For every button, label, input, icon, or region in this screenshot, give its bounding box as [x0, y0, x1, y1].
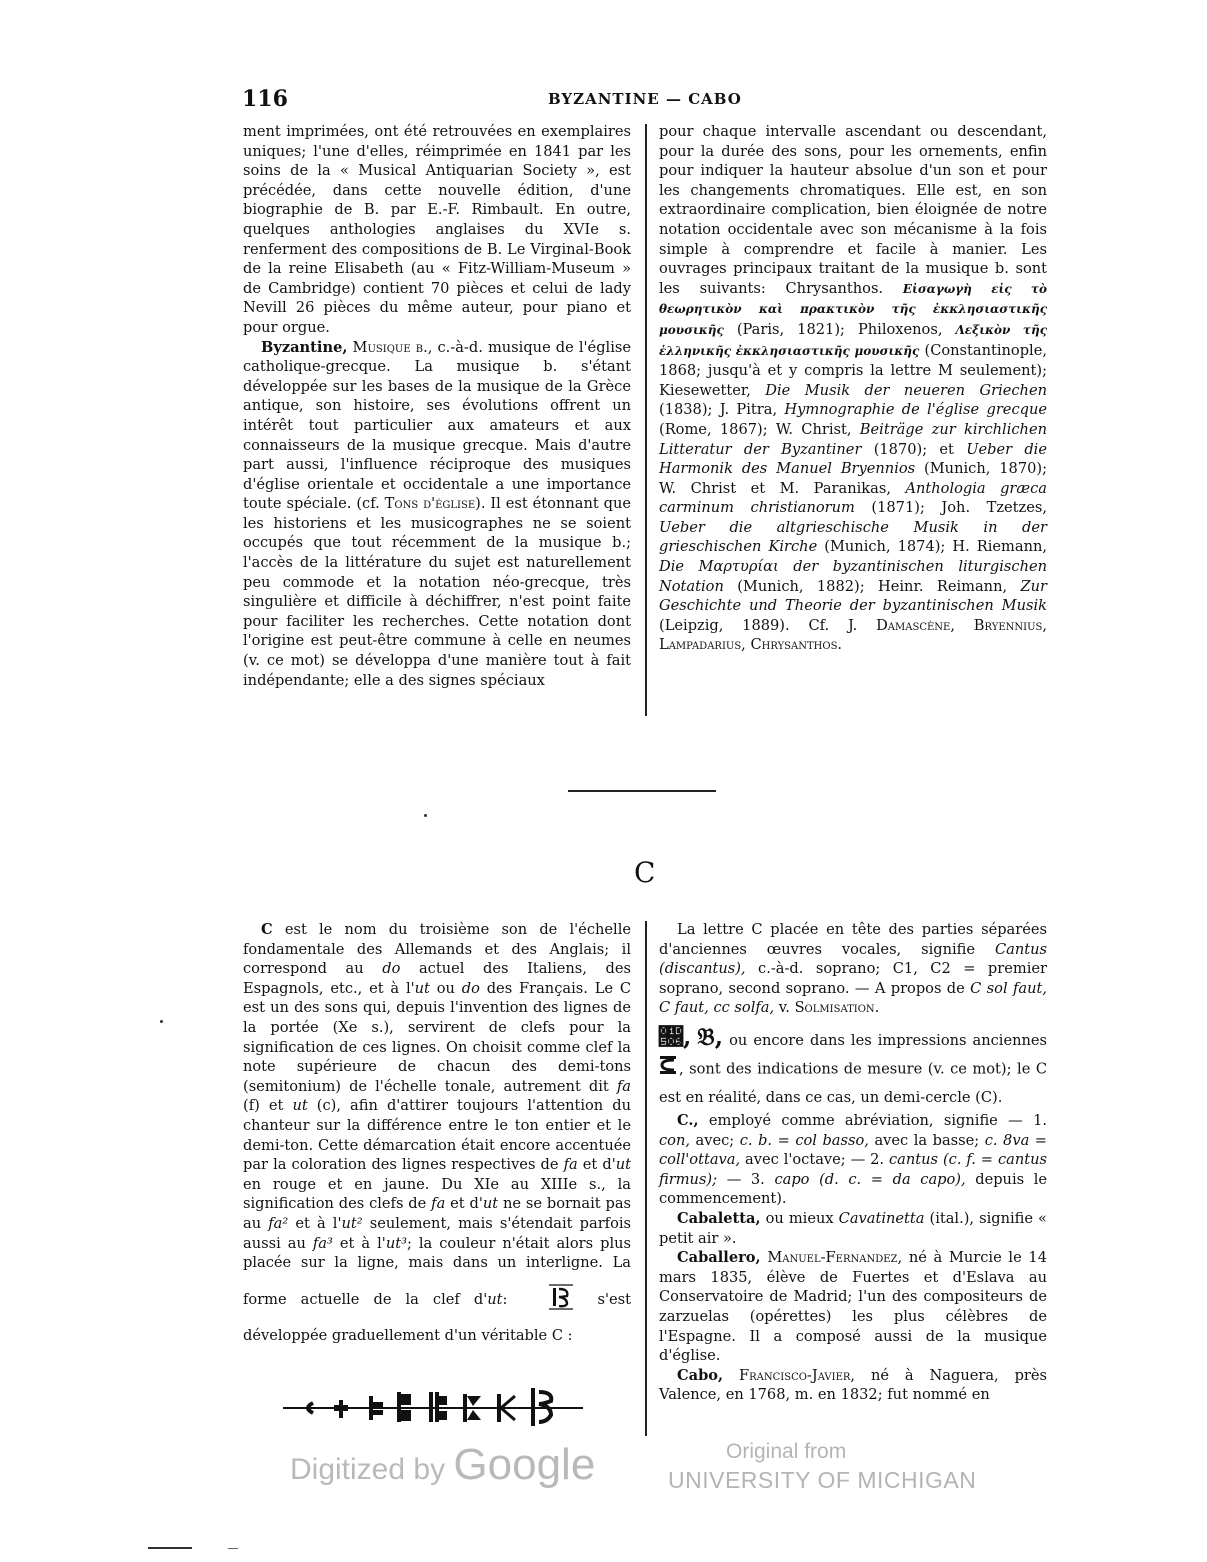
text: (1838); J. Pitra,: [659, 401, 778, 419]
cabaletta-entry: [659, 1209, 1047, 1248]
clef-evolution-figure: [283, 1384, 583, 1430]
c-entry: [243, 920, 631, 1346]
cross-refs: J. Damascène, Bryennius, Lampadarius, Chrysanthos.: [659, 616, 1048, 654]
entry-headword: Cabaletta,: [677, 1209, 761, 1227]
text: avec;: [695, 1131, 735, 1149]
speck: [424, 814, 427, 817]
entry-headword: Byzantine,: [261, 338, 348, 356]
watermark-text: Digitized by: [290, 1453, 446, 1486]
note-name: ut: [615, 1156, 632, 1174]
text: ne se bornait pas au: [243, 1195, 632, 1232]
book-title: Anthologia græca carminum christianorum: [659, 479, 1047, 517]
text: actuel des Italiens, des Espagnols, etc., et à l': [243, 960, 632, 997]
cross-ref: Solmisation.: [794, 999, 880, 1017]
text: est le nom du troisième son de l'échelle fondamentale des Allemands et des Anglais; il correspond au: [243, 921, 631, 978]
section-letter: C: [634, 856, 656, 889]
book-title: Zur Geschichte und Theorie der byzantinischen Musik: [659, 577, 1047, 615]
text: ou: [436, 979, 455, 997]
note-name: ut: [482, 1195, 499, 1213]
text: né à Murcie le 14 mars 1835, élève de Fuertes et d'Eslava au Conservatoire de Madrid; l'un des compositeurs de zarzuelas (opérettes) les plus célèbres de l'Espagne. Il a composé aussi de la musique d'église.: [659, 1249, 1048, 1365]
text: avec l'octave; — 2.: [745, 1151, 885, 1169]
book-title: Die Musik der neueren Griechen: [765, 381, 1047, 399]
text: avec la basse;: [874, 1131, 980, 1149]
text: :: [502, 1290, 508, 1308]
note-name: fa³: [312, 1234, 333, 1252]
text: (ital.), signifie « petit air ».: [659, 1209, 1047, 1247]
entry-subhead: Francisco-Javier,: [739, 1366, 856, 1384]
text: c.-à-d. soprano; C1, C2 = premier soprano, second soprano. — A propos de: [659, 960, 1048, 997]
greek-title: Λεξικὸν τῆς ἑλληνικῆς ἐκκλησιαστικῆς μουσικῆς: [659, 322, 1048, 358]
cross-ref: Tons d'église: [384, 495, 476, 513]
university-watermark: UNIVERSITY OF MICHIGAN: [668, 1467, 977, 1493]
entry-subhead: Manuel-Fernandez,: [767, 1249, 903, 1267]
speck: [160, 1020, 163, 1023]
note-name: ut: [292, 1097, 308, 1115]
term: Cavatinetta: [838, 1209, 925, 1227]
note-name: fa: [616, 1077, 631, 1095]
c-letter-paragraph: [659, 920, 1047, 1018]
note-name: fa: [431, 1195, 446, 1213]
abbreviation-entry: [659, 1111, 1047, 1209]
text: (c), afin d'attirer toujours l'attention du chanteur sur la différence entre le ton entier et le demi-ton. Cette démarcation était encore accentuée par la coloration des lignes respectives de: [243, 1097, 632, 1174]
term: cantus (c. f. = cantus firmus);: [659, 1151, 1047, 1188]
text: — 3.: [726, 1170, 765, 1188]
text: et à l': [339, 1234, 386, 1252]
column-4: [659, 920, 1047, 1405]
caballero-entry: [659, 1248, 1047, 1366]
note-name: ut: [487, 1290, 503, 1308]
greek-title: Εἰσαγωγὴ εἰς τὸ θεωρητικὸν καὶ πρακτικὸν τῆς ἐκκλησιαστικῆς μουσικῆς: [659, 281, 1048, 337]
text: et à l': [295, 1214, 342, 1232]
note-name: ut³: [385, 1234, 407, 1252]
text: (Munich, 1874); H. Riemann,: [824, 538, 1048, 556]
text: né à Naguera, près Valence, en 1768, m. en 1832; fut nommé en: [659, 1366, 1048, 1404]
byzantine-entry: [243, 338, 631, 691]
book-title: Hymnographie de l'église grecque: [784, 401, 1047, 419]
term: C sol faut, C faut, cc solfa,: [659, 979, 1047, 1017]
column-divider: [645, 124, 647, 716]
byzantine-continued: [659, 122, 1047, 655]
section-rule: [568, 790, 716, 792]
text: ; la couleur n'était alors plus placée sur la ligne, mais dans un interligne. La forme actuelle de la clef d': [243, 1234, 632, 1308]
text: pour chaque intervalle ascendant ou descendant, pour la durée des sons, pour les ornements, enfin pour indiquer la hauteur absolue d'un son et pour les changements chromatiques. Elle est, en son extraordinaire complication, bien éloignée de notre notation occidentale avec son mécanisme à la fois simple à comprendre et facile à manier. Les ouvrages principaux traitant de la musique b. sont les suivants: Chrysanthos.: [659, 123, 1047, 297]
page-number: 116: [242, 86, 288, 112]
google-logo-text: Google: [453, 1440, 596, 1489]
note-name: fa²: [268, 1214, 289, 1232]
text: employé comme abréviation, signifie — 1.: [708, 1111, 1047, 1129]
text: (f) et: [243, 1097, 284, 1115]
column-1: [243, 122, 631, 690]
text: La lettre C placée en tête des parties séparées d'anciennes œuvres vocales, signifie: [659, 921, 1047, 958]
running-head: BYZANTINE — CABO: [548, 90, 742, 108]
mensural-c-cut-icon: 𝔅,: [697, 1021, 724, 1051]
text: seulement, mais s'étendait parfois aussi au: [243, 1214, 632, 1252]
book-title: Beiträge zur kirchlichen Litteratur der Byzantiner: [659, 420, 1047, 458]
text: (1871); Joh. Tzetzes,: [871, 499, 1048, 517]
text: v.: [778, 999, 790, 1017]
text: (Paris, 1821); Philoxenos,: [736, 320, 943, 338]
text: ou encore dans les impressions anciennes: [729, 1031, 1048, 1049]
ut-clef-icon: [531, 1279, 573, 1321]
mensural-signs-paragraph: [659, 1021, 1048, 1111]
text: et d': [582, 1156, 616, 1174]
text: (Munich, 1870); W. Christ et M. Paranikas,: [659, 460, 1047, 497]
entry-headword: C: [261, 921, 273, 938]
book-title: Die Μαρτυρίαι der byzantinischen liturgischen Notation: [659, 558, 1047, 595]
text: s'est développée graduellement d'un véritable C :: [243, 1290, 632, 1345]
text: en rouge et en jaune. Du XIe au XIIIe s., la signification des clefs de: [243, 1175, 631, 1213]
footer-mark: [228, 1548, 238, 1549]
text: ou mieux: [765, 1209, 834, 1227]
text: (1870); et: [873, 440, 954, 458]
note-name: do: [382, 960, 401, 978]
entry-text: c.-à-d. musique de l'église catholique-grecque. La musique b. s'étant développée sur les bases de la musique de la Grèce antique, son histoire, ses évolutions offrent un intérêt tout particulier aux amateurs et aux connaisseurs de la musique grecque. Mais d'autre part aussi, l'influence réciproque des musiques d'église orientale et occidentale a une importance toute spéciale. (cf.: [243, 338, 632, 513]
term: c. 8va = coll'ottava,: [659, 1131, 1048, 1169]
mensural-box-icon: [659, 1054, 679, 1085]
column-divider: [645, 921, 647, 1436]
entry-headword: Caballero,: [677, 1249, 761, 1267]
book-title: Ueber die Harmonik des Manuel Bryennios: [659, 440, 1047, 478]
column-3: [243, 920, 631, 1346]
entry-headword: Cabo,: [677, 1366, 724, 1384]
digitized-watermark: [290, 1440, 595, 1490]
note-name: ut²: [341, 1214, 363, 1232]
note-name: ut: [414, 979, 430, 997]
text: depuis le commencement).: [659, 1170, 1048, 1208]
entry-subhead: Musique b.,: [352, 338, 433, 356]
text: (Leipzig, 1889). Cf.: [659, 616, 830, 634]
term: con,: [659, 1131, 690, 1149]
entry-text: ). Il est étonnant que les historiens et les musicographes ne se soient occupés que tout récemment de la musique b.; l'accès de la littérature du sujet est naturellement peu commode et la notation néo-grecque, très singulière et difficile à déchiffrer, n'est point faite pour faciliter les recherches. Cette notation dont l'origine est peut-être commune à celle en neumes (v. ce mot) se développa d'une manière tout à fait indépendante; elle a des signes spéciaux: [243, 495, 631, 689]
mensural-c-icon: 𝔆,: [659, 1021, 692, 1051]
footer-mark: [148, 1547, 192, 1549]
text: (Munich, 1882); Heinr. Reimann,: [737, 577, 1008, 595]
text: et d': [450, 1195, 483, 1213]
note-name: fa: [563, 1156, 578, 1174]
term: c. b. = col basso,: [739, 1131, 869, 1149]
text: , sont des indications de mesure (v. ce mot); le C est en réalité, dans ce cas, un demi-cercle (C).: [659, 1060, 1047, 1106]
text: (Constantinople, 1868; jusqu'à et y compris la lettre M seulement); Kiesewetter,: [659, 341, 1048, 399]
text: des Français. Le C est un des sons qui, depuis l'invention des lignes de la portée (Xe s.), servirent de clefs pour la signification de ces lignes. On choisit comme clef la note supérieure de chacun des demi-tons (semitonium) de l'échelle tonale, autrement dit: [243, 979, 632, 1095]
term: Cantus (discantus),: [659, 940, 1047, 978]
note-name: do: [461, 979, 480, 997]
column-2: [659, 122, 1047, 655]
text: (Rome, 1867); W. Christ,: [659, 420, 852, 438]
book-title: Ueber die altgrieschische Musik in der grieschischen Kirche: [659, 518, 1047, 556]
original-from-watermark: Original from: [726, 1440, 847, 1463]
term: capo (d. c. = da capo),: [774, 1170, 966, 1188]
entry-headword: C.,: [677, 1111, 699, 1129]
cabo-entry: [659, 1366, 1047, 1405]
rimbault-paragraph: ment imprimées, ont été retrouvées en exemplaires uniques; l'une d'elles, réimprimée en 1841 par les soins de la « Musical Antiquarian Society », est précédée, dans cette nouvelle édition, d'une biographie de B. par E.-F. Rimbault. En outre, quelques anthologies anglaises du XVIe s. renferment des compositions de B. Le Virginal-Book de la reine Elisabeth (au « Fitz-William-Museum » de Cambridge) contient 70 pièces et celui de lady Nevill 26 pièces du même auteur, pour piano et pour orgue.: [243, 123, 631, 336]
